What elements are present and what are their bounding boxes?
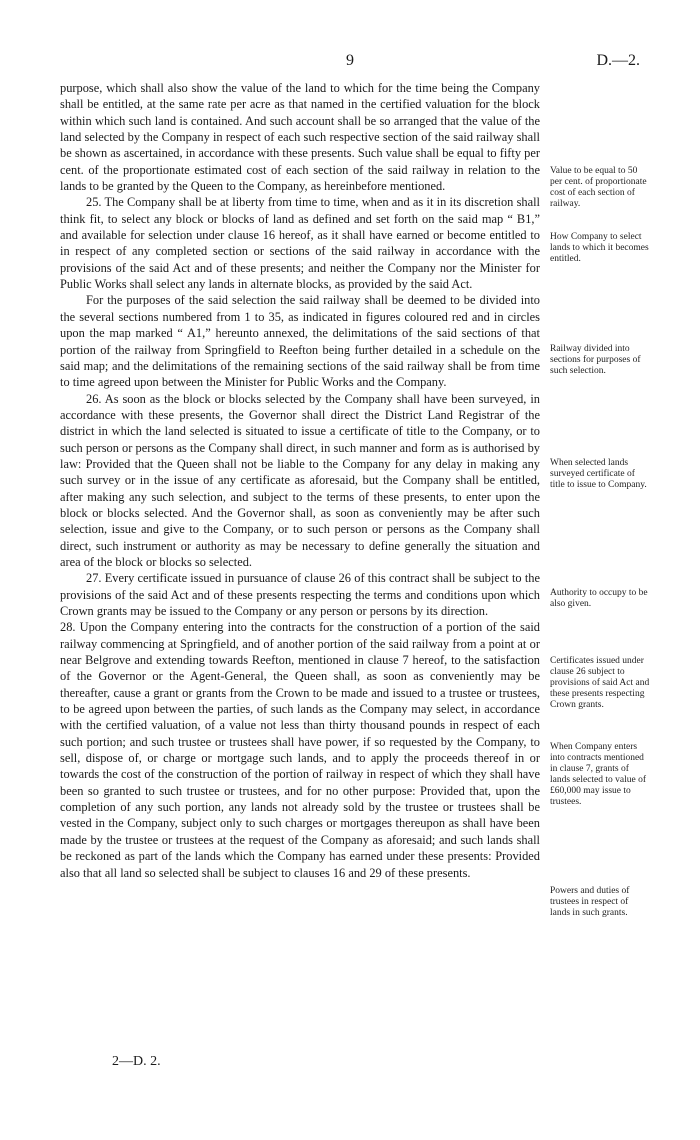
margin-note-railway-divided: Railway divided into sections for purposes of such selection. (550, 344, 641, 376)
margin-note-certificates-subject: Certificates issued under clause 26 subject to provisions of said Act and these presents respecting Crown grants. (550, 656, 650, 710)
sheet-mark: 2—D. 2. (112, 1054, 161, 1069)
document-reference: D.—2. (596, 52, 640, 69)
page-number: 9 (346, 52, 354, 69)
paragraph-clause-28: 28. Upon the Company entering into the contracts for the construction of a portion of the said railway commencing at Springfield, and of another portion of the said railway from a point at or near Belgrove and extending towards Reefton, mentioned in clause 7 hereof, to the satisfaction of the Governor or the Agent-General, the Queen shall, as soon as conveniently may be thereafter, cause a grant or grants from the Crown to be made and issued to a trustee or trustees, to be agreed upon between the parties, of such lands as the Company may select, in accordance with the certified valuation, of a value not less than thirty thousand pounds in respect of each such portion; and such trustee or trustees shall have power, if so requested by the Company, to sell, dispose of, or charge or mortgage such lands, and to apply the proceeds thereof in or towards the cost of the construction of the portion of railway in respect of which they shall have been so granted to such trustee or trustees, and for no other purpose: Provided that, upon the completion of any such portion, any lands not already sold by the trustee or trustees shall be vested in the Company, subject only to such charges or mortgages thereupon as shall have been made by the trustee or trustees at the request of the Company as aforesaid; and such lands shall be reckoned as part of the lands which the Company has earned under these presents: Provided also that all land so selected shall be subject to clauses 16 and 29 of these presents. (60, 620, 540, 880)
margin-note-trustee-powers: Powers and duties of trustees in respect of lands in such grants. (550, 886, 630, 918)
margin-note-authority-occupy: Authority to occupy to be also given. (550, 588, 648, 609)
margin-note-select-lands: How Company to select lands to which it becomes entitled. (550, 232, 649, 264)
paragraph-sections: For the purposes of the said selection the said railway shall be deemed to be divided into the several sections numbered from 1 to 35, as indicated in figures coloured red and in circles upon the map marked “ A1,” hereunto annexed, the delimitations of the said sections of that portion of the railway from Springfield to Reefton being further detailed in a schedule on the said map; and the delimitations of the remaining sections of the said railway shall be from time to time agreed upon between the Minister for Public Works and the Company. (60, 293, 540, 390)
paragraph-clause-26: 26. As soon as the block or blocks selected by the Company shall have been surveyed, in accordance with these presents, the Governor shall direct the District Land Registrar of the district in which the land selected is situated to issue a certificate of title to the Company, or to such person or persons as the Company shall direct, in such manner and form as is authorised by law: Provided that the Queen shall not be liable to the Company for any delay in making any such survey or in the issue of any certificate as aforesaid, but the Company shall be entitled, after making any such selection, and subject to the terms of these presents, to enter upon the block or blocks selected. And the Governor shall, as soon as conveniently may be after such selection, issue and give to the Company, or to such person or persons as the Company shall direct, such instrument or authority as may be necessary to define generally the situation and area of the block or blocks so selected. (60, 391, 540, 569)
paragraph-continuation: purpose, which shall also show the value of the land to which for the time being the Company shall be entitled, at the same rate per acre as that named in the certified valuation for the block within which such land is contained. And such account shall be so arranged that the value of the land selected by the Company in respect of each such respective section of the said railway shall be shown as ascertained, in accordance with these presents. Such value shall be equal to fifty per cent. of the proportionate estimated cost of each section of the said railway in relation to the lands to be granted by the Queen to the Company, as hereinbefore mentioned. (60, 81, 540, 194)
body-text (60, 80, 540, 881)
margin-note-certificate-title: When selected lands surveyed certificate of title to issue to Company. (550, 458, 647, 490)
paragraph-clause-25: 25. The Company shall be at liberty from time to time, when and as it in its discretion shall think fit, to select any block or blocks of land as defined and set forth on the said map “ B1,” and available for selection under clause 16 hereof, as it shall have earned or become entitled to in respect of any completed section or sections of the said railway in accordance with the provisions of the said Act and of these presents; and neither the Company nor the Minister for Public Works shall select any lands in alternate blocks, as provided by the said Act. (60, 195, 540, 292)
margin-note-grants-trustees: When Company enters into contracts mentioned in clause 7, grants of lands selected to value of £60,000 may issue to trustees. (550, 742, 647, 807)
margin-note-value-equal: Value to be equal to 50 per cent. of proportionate cost of each section of railway. (550, 166, 647, 209)
paragraph-clause-27: 27. Every certificate issued in pursuance of clause 26 of this contract shall be subject to the provisions of the said Act and of these presents respecting the terms and conditions upon which Crown grants may be issued to the Company or any person or persons by its direction. (60, 571, 540, 618)
